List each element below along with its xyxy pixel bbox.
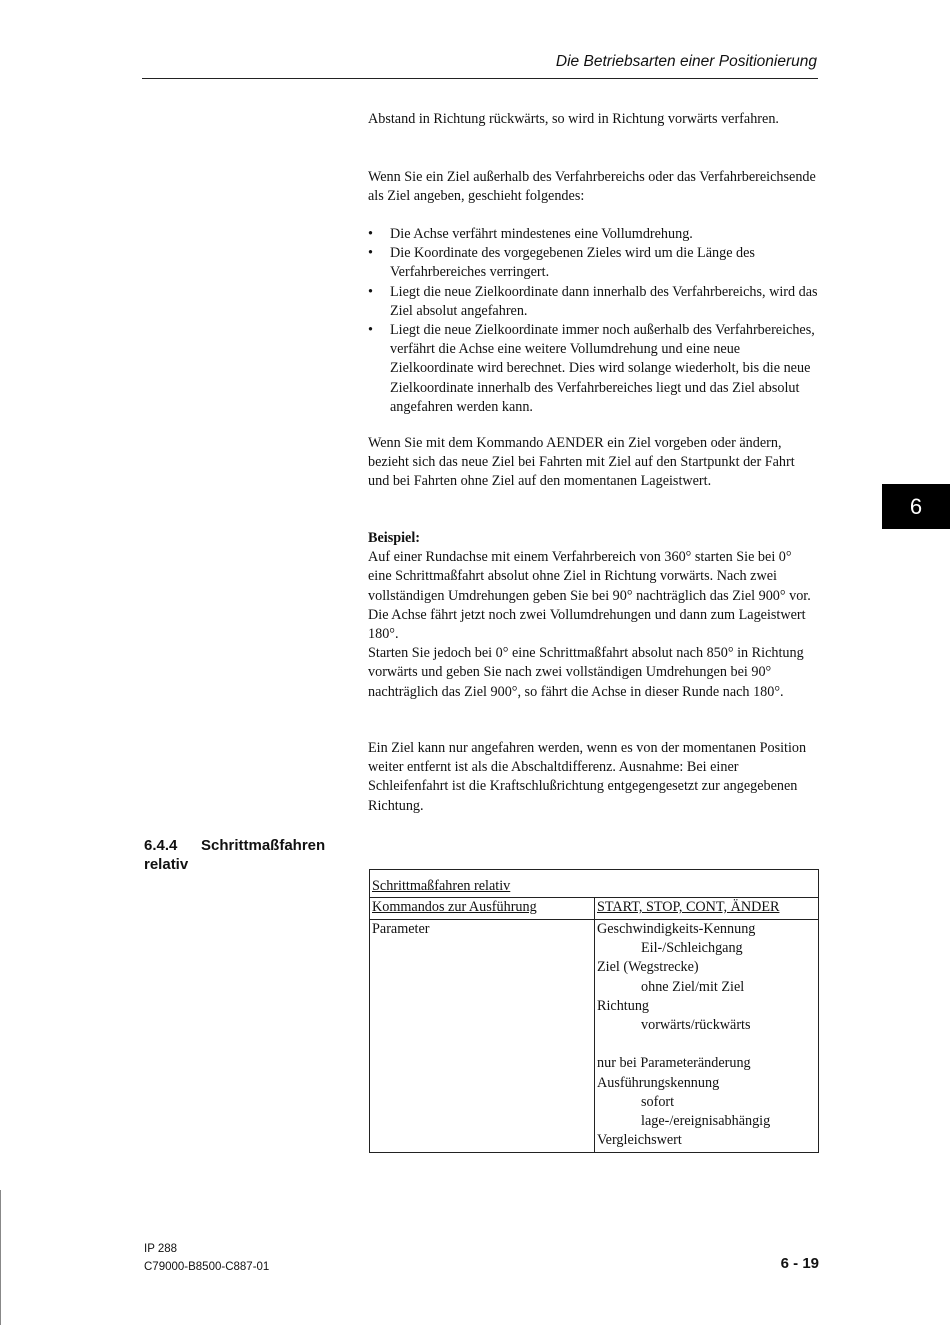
section-heading [144,836,354,874]
table-row-commands [370,898,819,920]
paragraph-1-text: Abstand in Richtung rückwärts, so wird in Richtung vorwärts verfahren. [368,111,779,127]
bullet-item [368,283,818,321]
table-title: Schrittmaßfahren relativ [372,878,511,894]
bullet-dot: • [368,283,373,300]
bullet-text: Liegt die neue Zielkoordinate dann innerhalb des Verfahrbereichs, wird das Ziel absolut angefahren. [390,283,818,319]
parameters-label-cell [370,920,595,1153]
mode-table [369,869,819,1153]
commands-value: START, STOP, CONT, ÄNDER [597,899,780,915]
commands-label-cell [370,898,595,920]
parameter-option-line: lage-/ereignisabhängig [641,1113,771,1130]
example-heading: Beispiel: [368,530,421,546]
parameter-option-line: Eil-/Schleichgang [641,940,743,957]
footer-doc-info [144,1240,269,1276]
bullet-item [368,321,818,417]
parameter-line: Geschwindigkeits-Kennung [597,921,756,937]
parameters-value-cell [595,920,819,1153]
table-row-parameters [370,920,819,1153]
page-edge-line [0,1190,1,1325]
paragraph-4-text: Ein Ziel kann nur angefahren werden, wenn es von der momentanen Position weiter entfernt ist als die Abschaltdifferenz. Ausnahme: Bei einer Schleifenfahrt ist die Kraftschlußrichtung entgegengesetzt zur angegebenen Richtung. [368,740,807,814]
section-title-line-1: Schrittmaßfahren [201,837,326,854]
bullet-item [368,244,818,282]
parameter-spacer [597,1035,816,1054]
bullet-text: Die Achse verfährt mindestenes eine Vollumdrehung. [390,226,693,242]
parameter-option-line: sofort [641,1093,675,1110]
parameters-label: Parameter [372,921,430,937]
page-number: 6 - 19 [780,1255,819,1272]
page-header-title: Die Betriebsarten einer Positionierung [555,53,817,70]
paragraph-2-text: Wenn Sie ein Ziel außerhalb des Verfahrbereichs oder das Verfahrbereichsende als Ziel angeben, geschieht folgendes: [368,169,816,205]
paragraph-3 [368,434,818,492]
parameter-line: Ausführungskennung [597,1074,720,1091]
paragraph-3-text: Wenn Sie mit dem Kommando AENDER ein Ziel vorgeben oder ändern, bezieht sich das neue Ziel bei Fahrten mit Ziel auf den Startpunkt der Fahrt und bei Fahrten ohne Ziel auf den momentanen Lageistwert. [368,435,795,490]
bullet-dot: • [368,245,373,262]
header-rule [142,78,818,79]
bullet-text: Die Koordinate des vorgegebenen Zieles wird um die Länge des Verfahrbereiches verringert. [390,245,755,281]
parameter-option-line: ohne Ziel/mit Ziel [641,978,745,995]
chapter-tab: 6 [882,484,950,529]
paragraph-4 [368,739,818,816]
example-block [368,529,818,702]
example-text-1: Auf einer Rundachse mit einem Verfahrbereich von 360° starten Sie bei 0° eine Schrittmaßfahrt absolut ohne Ziel in Richtung vorwärts. Nach zwei vollständigen Umdrehungen geben Sie bei 90° nachträglich das Ziel 900° vor. Die Achse fährt jetzt noch zwei Vollumdrehungen und dann zum Lageistwert 180°. [368,549,811,643]
bullet-text: Liegt die neue Zielkoordinate immer noch außerhalb des Verfahrbereiches, verfährt die Achse eine weitere Vollumdrehung und eine neue Zielkoordinate wird berechnet. Dies wird solange wiederholt, bis die neue Zielkoordinate innerhalb des Verfahrbereiches liegt und das Ziel absolut angefahren werden kann. [390,322,815,415]
example-text-2: Starten Sie jedoch bei 0° eine Schrittmaßfahrt absolut nach 850° in Richtung vorwärts und geben Sie nach zwei vollständigen Umdrehungen bei 90° nachträglich das Ziel 900°, so fährt die Achse in dieser Runde nach 180°. [368,645,804,700]
table-title-row [370,870,819,898]
table-title-cell [370,870,819,898]
bullet-dot: • [368,226,373,242]
bullet-item [368,225,818,244]
bullet-list [368,225,818,417]
paragraph-2 [368,168,818,206]
commands-value-cell [595,898,819,920]
parameter-option-line: vorwärts/rückwärts [641,1017,751,1034]
parameter-line: Richtung [597,997,650,1014]
parameter-line: Vergleichswert [597,1132,682,1149]
footer-product: IP 288 [144,1243,178,1255]
footer-doc-number: C79000-B8500-C887-01 [144,1261,270,1273]
parameter-line: nur bei Parameteränderung [597,1055,751,1072]
commands-label: Kommandos zur Ausführung [372,899,537,915]
paragraph-1 [368,110,818,129]
parameter-line: Ziel (Wegstrecke) [597,959,699,976]
section-title-line-2: relativ [144,856,189,873]
bullet-dot: • [368,322,373,339]
section-number: 6.4.4 [144,837,178,854]
